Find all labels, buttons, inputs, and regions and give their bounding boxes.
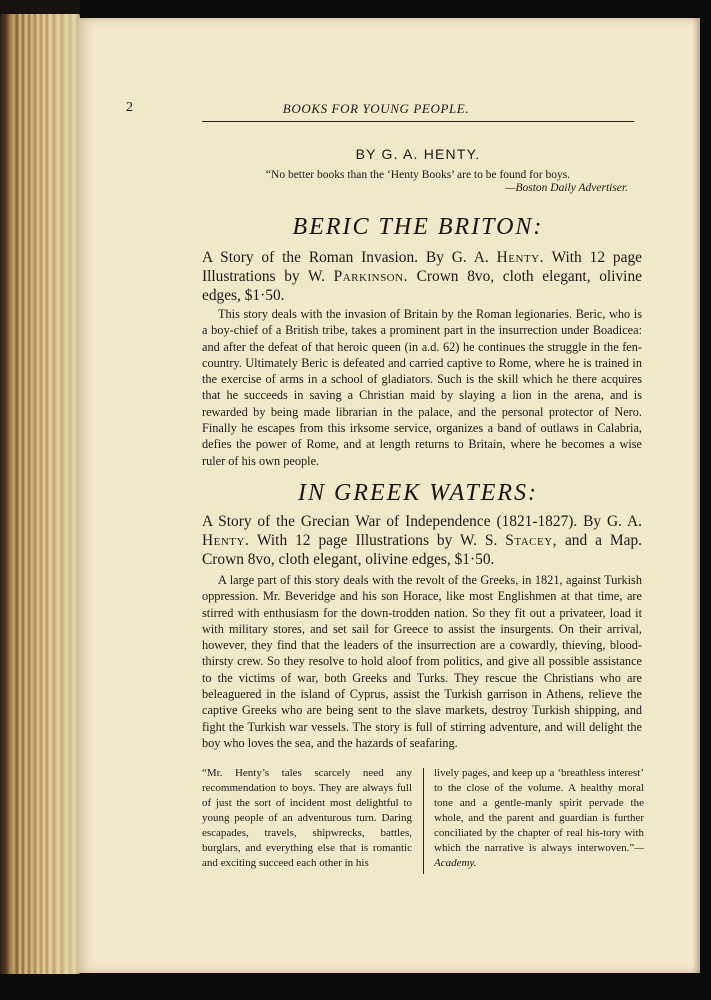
book-title: IN GREEK WATERS:: [297, 480, 539, 506]
subtitle-author: Henty.: [202, 532, 250, 549]
review-block: [202, 766, 642, 876]
press-quote: “No better books than the ‘Henty Books’ are to be found for boys.: [265, 169, 571, 181]
description-text: This story deals with the invasion of Britain by the Roman legionaries. Beric, who is a boy-chief of a British tribe, takes a prominent part in the insurrection under Boadicea: and after the defeat of that heroic queen (in a.d. 62) he continues the struggle in the fen-country. Ultimately Beric is defeated and carried captive to Rome, where he is trained in the exercise of arms in a school of gladiators. Such is the skill which he there acquires that he succeeds in saving a Christian maid by slaying a lion in the arena, and is rewarded by being made librarian in the palace, and the personal protector of Nero. Finally he escapes from this irksome service, organizes a band of outlaws in Calabria, defies the power of Rome, and at length returns to Britain, where he becomes a wise ruler of his own people.: [202, 307, 642, 468]
book-description: [202, 306, 642, 469]
header-rule: [202, 121, 634, 122]
book-subtitle: [202, 248, 642, 305]
review-divider: [423, 768, 424, 874]
description-text: A large part of this story deals with the revolt of the Greeks, in 1821, against Turkish oppression. Mr. Beveridge and his son Horace, like most Englishmen at that time, are stirred with enthusiasm for the down-trodden nation. So they fit out a privateer, load it with military stores, and set sail for Greece to assist the insurgents. On their arrival, however, they find that the leaders of the insurrection are a cowardly, thieving, blood-thirsty crew. So they resolve to hold aloof from politics, and give all possible assistance to the victims of war, both Greeks and Turks. They rescue the Christians who are beleaguered in the island of Cyprus, assist the Turkish garrison in Athens, relieve the captive Greeks who are being sent to the slave markets, destroy Turkish shipping, and fight the Turkish war vessels. The story is full of stirring adventure, and will delight the boy who loves the sea, and the hazards of seafaring.: [202, 573, 642, 750]
running-head: BOOKS FOR YOUNG PEOPLE.: [282, 101, 470, 116]
book-title: BERIC THE BRITON:: [292, 214, 544, 240]
subtitle-text: Crown 8vo, cloth elegant, olivine edges, $1·50.: [202, 268, 642, 304]
review-column-right: [434, 766, 644, 871]
book-description: [202, 572, 642, 751]
book-page-edges: [0, 14, 80, 974]
subtitle-text: With 12 page Illustrations by W. S.: [256, 532, 498, 549]
subtitle-text: A Story of the Roman Invasion. By G. A.: [202, 249, 489, 266]
subtitle-illustrator: Parkinson.: [333, 268, 408, 285]
press-quote-source: —Boston Daily Advertiser.: [505, 182, 628, 194]
subtitle-text: With 12 page Illustrations by W.: [202, 249, 642, 285]
subtitle-text: A Story of the Grecian War of Independence (1821-1827). By G. A.: [202, 513, 642, 530]
review-source: —Academy.: [434, 842, 644, 869]
book-subtitle: [202, 512, 642, 569]
review-column-left: “Mr. Henty’s tales scarcely need any recommendation to boys. They are always full of just the sort of incident most delightful to young people of an adventurous turn. Daring escapades, travels, shipwrecks, battles, burglars, and everything else that is romantic and exciting succeed each other in his: [202, 767, 412, 869]
author-heading: BY G. A. HENTY.: [355, 146, 481, 162]
subtitle-text: and a Map. Crown 8vo, cloth elegant, olivine edges, $1·50.: [202, 532, 642, 568]
book-edge-top: [0, 0, 80, 14]
subtitle-author: Henty.: [496, 249, 544, 266]
review-text: lively pages, and keep up a ‘breathless interest’ to the close of the volume. A healthy moral tone and a gentle-manly spirit pervade the whole, and the parent and guardian is further conciliated by the chapter of real his-tory with which the narrative is always interwoven.”: [434, 767, 644, 854]
page-number: 2: [126, 100, 133, 115]
subtitle-illustrator: Stacey,: [505, 532, 557, 549]
page-shade: [692, 18, 700, 973]
page-header: [126, 100, 626, 118]
